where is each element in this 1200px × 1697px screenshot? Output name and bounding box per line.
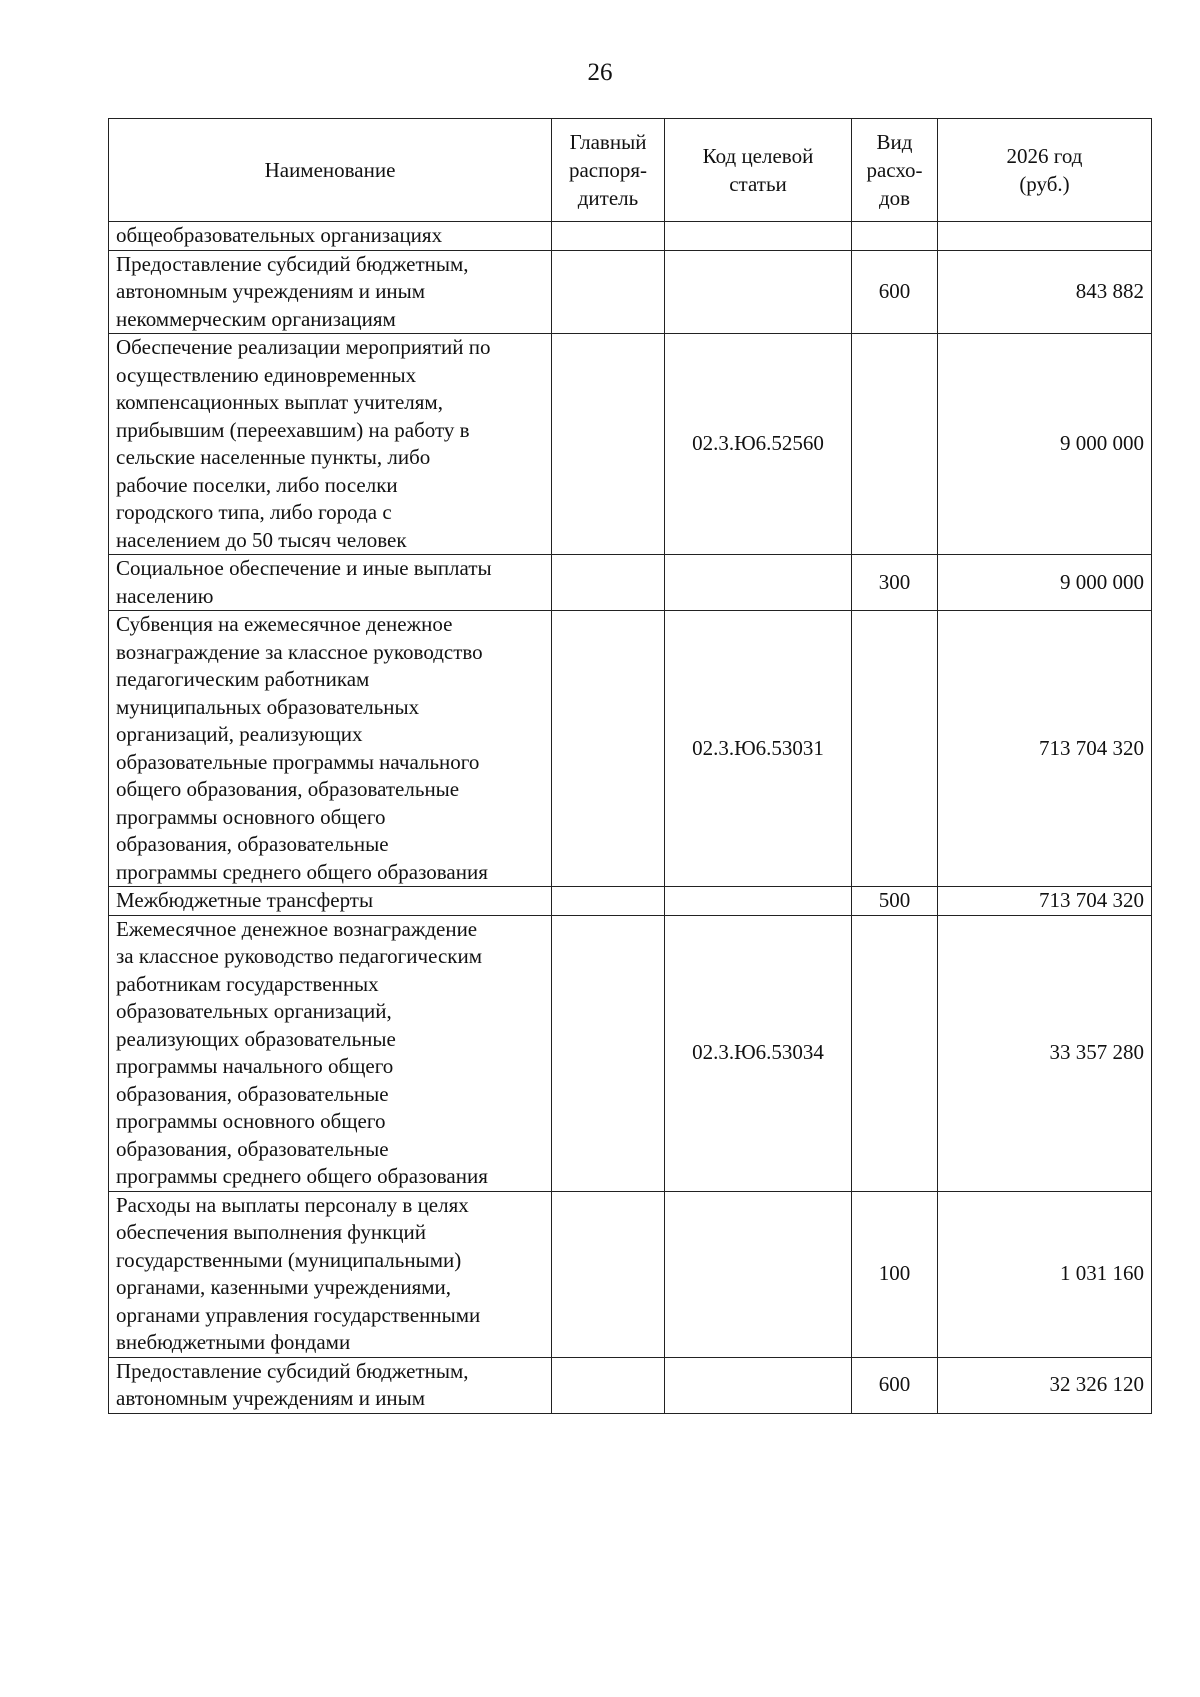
cell-kcs xyxy=(665,222,852,251)
cell-name-line: прибывшим (переехавшим) на работу в xyxy=(116,417,470,442)
cell-name-line: образовательные программы начального xyxy=(116,749,480,774)
cell-kcs xyxy=(665,1357,852,1413)
cell-grbs xyxy=(552,611,665,887)
header-grbs: Главный распоря- дитель xyxy=(552,119,665,222)
cell-name-line: образования, образовательные xyxy=(116,832,389,856)
cell-name-line: организаций, реализующих xyxy=(116,722,363,746)
cell-name-line: населению xyxy=(116,583,214,608)
cell-name-line: Межбюджетные трансферты xyxy=(116,888,374,912)
cell-name xyxy=(109,887,552,916)
cell-vr xyxy=(852,334,938,555)
header-sum: 2026 год (руб.) xyxy=(938,119,1152,222)
cell-grbs xyxy=(552,250,665,334)
cell-name-line: рабочие поселки, либо поселки xyxy=(116,472,398,497)
cell-vr xyxy=(852,222,938,251)
table-row xyxy=(109,611,1152,887)
cell-sum: 33 357 280 xyxy=(938,915,1152,1191)
cell-name-line: Ежемесячное денежное вознаграждение xyxy=(116,916,478,941)
cell-vr: 500 xyxy=(852,887,938,916)
cell-name xyxy=(109,555,552,611)
cell-name-line: городского типа, либо города с xyxy=(116,500,392,524)
cell-name-line: реализующих образовательные xyxy=(116,1026,396,1051)
cell-name-line: программы основного общего xyxy=(116,1109,386,1133)
cell-sum xyxy=(938,222,1152,251)
cell-name-line: населением до 50 тысяч человек xyxy=(116,527,407,552)
header-name: Наименование xyxy=(109,119,552,222)
cell-sum: 1 031 160 xyxy=(938,1191,1152,1357)
cell-name-line: программы начального общего xyxy=(116,1054,394,1078)
cell-grbs xyxy=(552,555,665,611)
cell-name xyxy=(109,250,552,334)
cell-name-line: педагогическим работникам xyxy=(116,667,370,691)
cell-grbs xyxy=(552,915,665,1191)
cell-sum: 713 704 320 xyxy=(938,887,1152,916)
cell-name xyxy=(109,334,552,555)
cell-kcs xyxy=(665,887,852,916)
cell-name-line: автономным учреждениям и иным xyxy=(116,279,426,303)
cell-vr xyxy=(852,611,938,887)
cell-name-line: общего образования, образовательные xyxy=(116,777,460,801)
cell-name-line: программы основного общего xyxy=(116,804,386,829)
cell-name-line: муниципальных образовательных xyxy=(116,694,420,719)
cell-sum: 843 882 xyxy=(938,250,1152,334)
cell-name-line: Обеспечение реализации мероприятий по xyxy=(116,335,491,359)
cell-kcs: 02.3.Ю6.52560 xyxy=(665,334,852,555)
cell-grbs xyxy=(552,1357,665,1413)
cell-kcs: 02.3.Ю6.53031 xyxy=(665,611,852,887)
table-header-row xyxy=(109,119,1152,222)
cell-name xyxy=(109,222,552,251)
cell-name-line: Социальное обеспечение и иные выплаты xyxy=(116,556,492,580)
table-row xyxy=(109,555,1152,611)
cell-name-line: Предоставление субсидий бюджетным, xyxy=(116,1358,469,1383)
cell-name-line: государственными (муниципальными) xyxy=(116,1247,462,1272)
header-kcs: Код целевой статьи xyxy=(665,119,852,222)
cell-name-line: программы среднего общего образования xyxy=(116,1164,488,1188)
cell-name xyxy=(109,1357,552,1413)
cell-name-line: автономным учреждениям и иным xyxy=(116,1386,426,1410)
table-row xyxy=(109,1357,1152,1413)
table-row xyxy=(109,915,1152,1191)
cell-kcs xyxy=(665,250,852,334)
cell-name-line: органами, казенными учреждениями, xyxy=(116,1275,452,1299)
cell-sum: 32 326 120 xyxy=(938,1357,1152,1413)
cell-kcs: 02.3.Ю6.53034 xyxy=(665,915,852,1191)
cell-name-line: органами управления государственными xyxy=(116,1302,481,1327)
cell-name xyxy=(109,611,552,887)
cell-name-line: Предоставление субсидий бюджетным, xyxy=(116,251,469,276)
cell-name-line: образования, образовательные xyxy=(116,1136,389,1161)
table-row xyxy=(109,1191,1152,1357)
table-row xyxy=(109,334,1152,555)
page-number: 26 xyxy=(587,59,613,86)
cell-name xyxy=(109,915,552,1191)
table-row xyxy=(109,887,1152,916)
table-row xyxy=(109,222,1152,251)
cell-name-line: работникам государственных xyxy=(116,971,379,996)
cell-name-line: внебюджетными фондами xyxy=(116,1330,351,1354)
cell-name-line: осуществлению единовременных xyxy=(116,362,417,387)
cell-name-line: Расходы на выплаты персоналу в целях xyxy=(116,1192,469,1217)
cell-sum: 9 000 000 xyxy=(938,555,1152,611)
table-row xyxy=(109,250,1152,334)
cell-kcs xyxy=(665,1191,852,1357)
cell-kcs xyxy=(665,555,852,611)
cell-name-line: компенсационных выплат учителям, xyxy=(116,390,443,414)
cell-grbs xyxy=(552,334,665,555)
cell-vr: 300 xyxy=(852,555,938,611)
cell-name-line: общеобразовательных организациях xyxy=(116,223,443,247)
cell-vr xyxy=(852,915,938,1191)
cell-name-line: за классное руководство педагогическим xyxy=(116,944,482,968)
cell-name-line: обеспечения выполнения функций xyxy=(116,1220,427,1244)
budget-table xyxy=(108,118,1152,1414)
cell-grbs xyxy=(552,1191,665,1357)
cell-name xyxy=(109,1191,552,1357)
cell-name-line: вознаграждение за классное руководство xyxy=(116,639,483,664)
cell-name-line: образования, образовательные xyxy=(116,1081,389,1106)
cell-vr: 600 xyxy=(852,1357,938,1413)
cell-name-line: образовательных организаций, xyxy=(116,999,392,1023)
cell-name-line: Субвенция на ежемесячное денежное xyxy=(116,612,453,636)
cell-name-line: программы среднего общего образования xyxy=(116,859,488,884)
cell-grbs xyxy=(552,887,665,916)
cell-grbs xyxy=(552,222,665,251)
cell-name-line: некоммерческим организациям xyxy=(116,306,396,331)
cell-vr: 100 xyxy=(852,1191,938,1357)
cell-name-line: сельские населенные пункты, либо xyxy=(116,445,431,469)
cell-sum: 9 000 000 xyxy=(938,334,1152,555)
cell-vr: 600 xyxy=(852,250,938,334)
header-vr: Вид расхо- дов xyxy=(852,119,938,222)
cell-sum: 713 704 320 xyxy=(938,611,1152,887)
